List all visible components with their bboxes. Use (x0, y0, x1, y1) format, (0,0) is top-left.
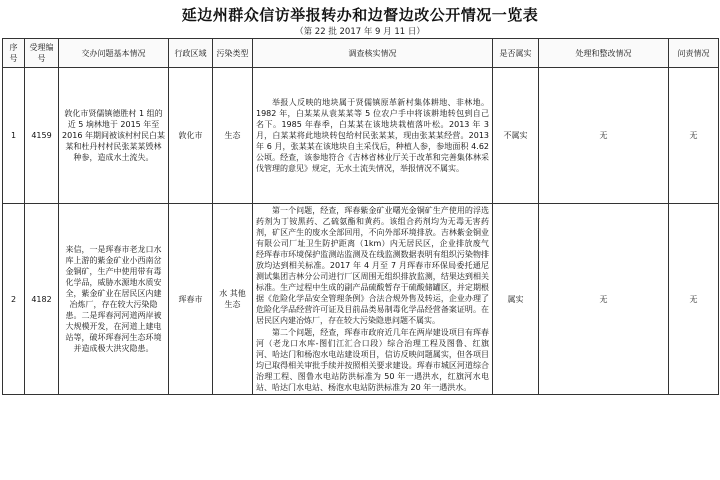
header-region: 行政区域 (169, 39, 213, 68)
cell-accountability: 无 (669, 68, 719, 204)
cell-issue: 来信，一是珲春市老龙口水库上游的紫金矿业小西南岔金铜矿，生产中使用带有毒化学品，威胁水源地水质安全，紫金矿业在居民区内建冶炼厂，存在较大污染隐患。二是珲春河河道两岸被大规模开发，在河道上建电站等，破坏珲春河生态环境并造成极大洪灾隐患。 (59, 204, 169, 395)
header-seq: 序号 (3, 39, 25, 68)
table-row (3, 68, 719, 204)
investigation-paragraph: 第二个问题，经查，珲春市政府近几年在两岸建设项目有珲春河（老龙口水库-图们江汇合口段）综合治理工程及图鲁、红旗河、哈达门和杨泡水电站建设项目，信访反映问题属实，但各项目均已取得相关审批手续并按照相关要求建设。珲春市城区河道综合治理工程、图鲁水电站防洪标准为 50 年一遇洪水，红旗河水电站、哈达门水电站、杨泡水电站防洪标准为 20 年一遇洪水。 (256, 328, 489, 392)
header-issue: 交办问题基本情况 (59, 39, 169, 68)
cell-verified: 不属实 (493, 68, 539, 204)
investigation-paragraph: 举报人反映的地块属于贤儒镇原革新村集体耕地、非林地。1982 年，白某某从袁某某等 5 位农户手中将该耕地转包到自己名下。1985 年春季，白某某在该地块栽植落叶松。2013 年 3 月，白某某将此地块转包给村民张某某，现由张某某经营。2013 年 6 月，张某某在该地块自主采伐后，种植人参，参地面积 4.62 公顷。经查，该参地符合《吉林省林业厅关于改革和完善集体林采伐管理的意见》规定，无水土流失情况，举报情况不属实。 (256, 98, 489, 173)
cell-accountability: 无 (669, 204, 719, 395)
cell-pollution-type: 生态 (213, 68, 253, 204)
cell-region: 敦化市 (169, 68, 213, 204)
header-verified: 是否属实 (493, 39, 539, 68)
cell-verified: 属实 (493, 204, 539, 395)
cell-handling: 无 (539, 68, 669, 204)
report-table (2, 38, 719, 395)
cell-seq: 2 (3, 204, 25, 395)
header-handling: 处理和整改情况 (539, 39, 669, 68)
header-row (3, 39, 719, 68)
cell-investigation (253, 204, 493, 395)
header-accountability: 问责情况 (669, 39, 719, 68)
cell-issue: 敦化市贤儒镇德胜村 1 组的近 5 垧林地于 2015 年至 2016 年期间被该村村民白某某和杜丹村村民张某某毁林种参，造成水土流失。 (59, 68, 169, 204)
header-pollution-type: 污染类型 (213, 39, 253, 68)
cell-region: 珲春市 (169, 204, 213, 395)
investigation-paragraph: 第一个问题，经查，珲春紫金矿业曙光金铜矿生产使用的浮选药剂为丁铵黑药、乙硫氨酯和黄药。该组合药剂均为无毒无害药剂，矿区产生的废水全部回用，不向外部环境排放。吉林紫金铜业有限公司厂址卫生防护距离（1km）内无居民区，企业排放废气经珲春市环境保护监测站监测及在线监测数据表明有组织污染物排放均达到相关标准。2017 年 4 月至 7 月珲春市环保局委托通尼测试集团吉林分公司进行厂区周围无组织排放监测，结果达到相关标准。生产过程中生成的副产品硫酸暂存于硫酸储罐区，并定期根据《危险化学品安全管理条例》合法合规外售及转运，企业办理了危险化学品经营许可证及目前品类易制毒化学品经营备案证明。在居民区内建冶炼厂，存在较大污染隐患问题不属实。 (256, 206, 489, 325)
page-subtitle: （第 22 批 2017 年 9 月 11 日） (295, 27, 425, 37)
cell-investigation (253, 68, 493, 204)
table-row (3, 204, 719, 395)
header-case-no: 受理编号 (25, 39, 59, 68)
cell-handling: 无 (539, 204, 669, 395)
page-title: 延边州群众信访举报转办和边督边改公开情况一览表 (181, 6, 539, 24)
cell-seq: 1 (3, 68, 25, 204)
cell-pollution-type: 水 其他生态 (213, 204, 253, 395)
cell-case-no: 4159 (25, 68, 59, 204)
header-investigation: 调查核实情况 (253, 39, 493, 68)
cell-case-no: 4182 (25, 204, 59, 395)
